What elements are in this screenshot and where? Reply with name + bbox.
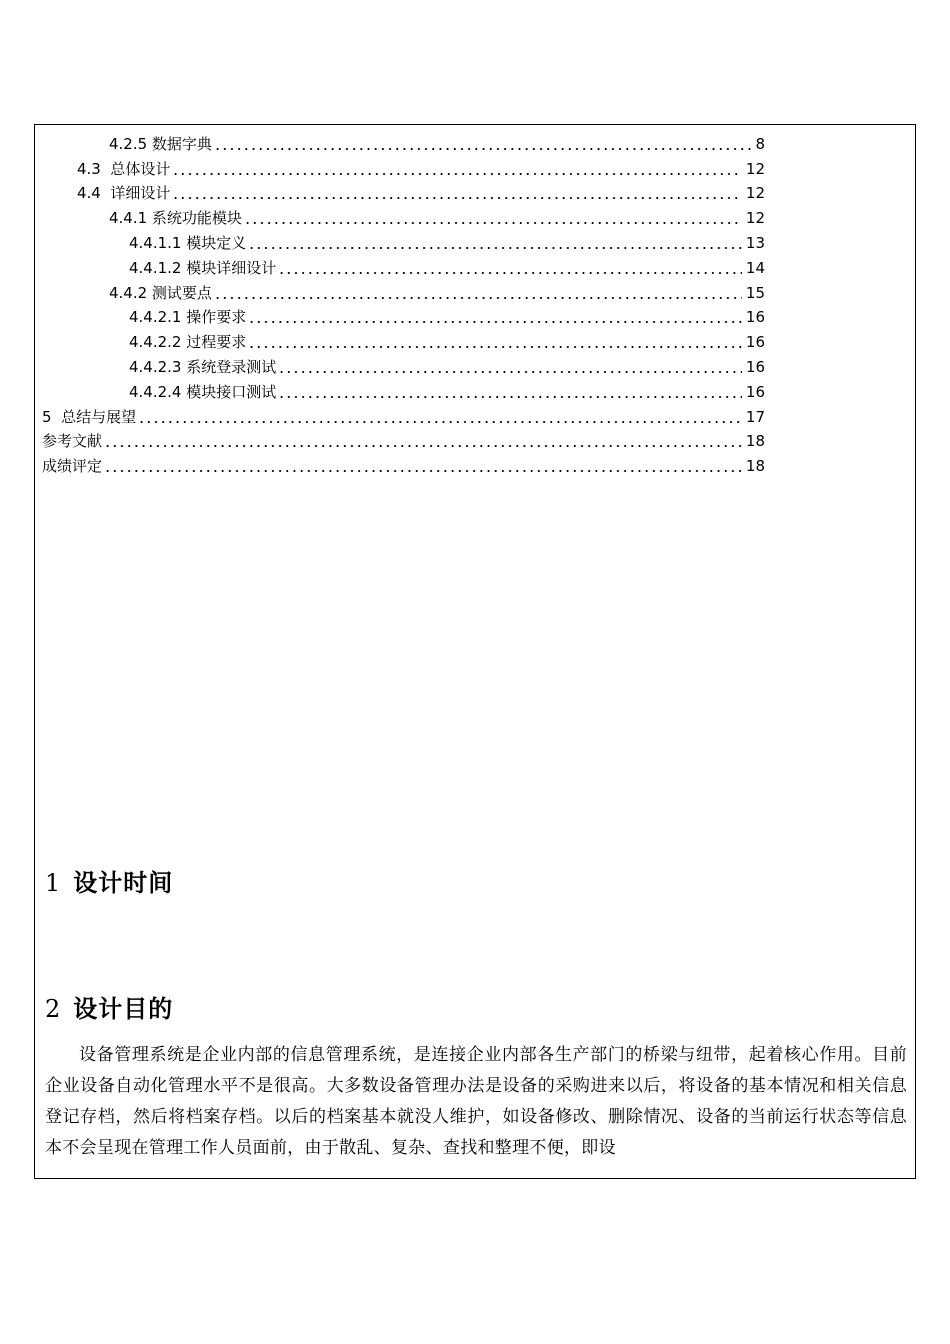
toc-leader-dots [214, 148, 751, 150]
toc-leader-dots [172, 197, 742, 199]
table-of-contents [35, 129, 915, 476]
toc-entry-label: 4.4.2.2 过程要求 [129, 333, 247, 352]
toc-page-number: 12 [745, 159, 765, 178]
toc-entry[interactable] [35, 253, 915, 278]
toc-page-number: 16 [745, 357, 765, 376]
toc-leader-dots [214, 297, 742, 299]
toc-entry-label: 4.4.2 测试要点 [109, 283, 212, 302]
toc-entry[interactable] [35, 377, 915, 402]
section-heading-2 [45, 989, 173, 1024]
toc-page-number: 18 [745, 457, 765, 476]
toc-page-number: 15 [745, 283, 765, 302]
section-number: 2 [45, 995, 62, 1023]
toc-entry-label: 4.4 详细设计 [77, 184, 171, 203]
toc-entry[interactable] [35, 179, 915, 204]
body-paragraph: 设备管理系统是企业内部的信息管理系统，是连接企业内部各生产部门的桥梁与纽带，起着核心作用。目前企业设备自动化管理水平不是很高。大多数设备管理办法是设备的采购进来以后，将设备的基本情况和相关信息登记存档，然后将档案存档。以后的档案基本就没人维护，如设备修改、删除情况、设备的当前运行状态等信息本不会呈现在管理工作人员面前，由于散乱、复杂、查找和整理不便，即设 [45, 1045, 907, 1158]
toc-entry[interactable] [35, 402, 915, 427]
toc-entry-label: 5 总结与展望 [42, 407, 137, 426]
toc-entry[interactable] [35, 129, 915, 154]
toc-page-number: 18 [745, 432, 765, 451]
toc-entry-label: 4.3 总体设计 [77, 159, 171, 178]
toc-leader-dots [278, 371, 742, 373]
toc-entry[interactable] [35, 427, 915, 452]
toc-entry-label: 4.4.2.3 系统登录测试 [129, 357, 277, 376]
toc-page-number: 8 [755, 134, 765, 153]
toc-page-number: 12 [745, 184, 765, 203]
toc-entry[interactable] [35, 451, 915, 476]
toc-entry-label: 4.4.2.1 操作要求 [129, 308, 247, 327]
toc-entry-label: 参考文献 [42, 432, 103, 451]
toc-entry[interactable] [35, 303, 915, 328]
toc-page-number: 14 [745, 258, 765, 277]
toc-page-number: 16 [745, 308, 765, 327]
toc-leader-dots [172, 173, 742, 175]
toc-entry-label: 4.4.1.1 模块定义 [129, 233, 247, 252]
toc-page-number: 12 [745, 209, 765, 228]
toc-leader-dots [248, 321, 742, 323]
toc-leader-dots [244, 222, 742, 224]
toc-page-number: 17 [745, 407, 765, 426]
toc-entry[interactable] [35, 228, 915, 253]
section-title: 设计时间 [73, 869, 174, 897]
section-number: 1 [45, 869, 62, 897]
toc-entry-label: 4.4.2.4 模块接口测试 [129, 382, 277, 401]
section-title: 设计目的 [73, 995, 174, 1023]
toc-leader-dots [248, 247, 742, 249]
toc-entry[interactable] [35, 203, 915, 228]
toc-entry[interactable] [35, 278, 915, 303]
toc-entry-label: 4.4.1 系统功能模块 [109, 209, 242, 228]
page-frame [34, 124, 916, 1179]
toc-leader-dots [104, 470, 742, 472]
toc-page-number: 16 [745, 333, 765, 352]
toc-leader-dots [278, 272, 742, 274]
toc-leader-dots [138, 421, 742, 423]
toc-page-number: 13 [745, 233, 765, 252]
toc-entry-label: 成绩评定 [42, 457, 103, 476]
toc-entry-label: 4.4.1.2 模块详细设计 [129, 258, 277, 277]
section-heading-1 [45, 863, 173, 898]
toc-leader-dots [248, 346, 742, 348]
toc-entry[interactable] [35, 154, 915, 179]
toc-entry[interactable] [35, 352, 915, 377]
toc-entry-label: 4.2.5 数据字典 [109, 134, 212, 153]
toc-leader-dots [278, 396, 742, 398]
toc-page-number: 16 [745, 382, 765, 401]
toc-leader-dots [104, 445, 742, 447]
toc-entry[interactable] [35, 327, 915, 352]
